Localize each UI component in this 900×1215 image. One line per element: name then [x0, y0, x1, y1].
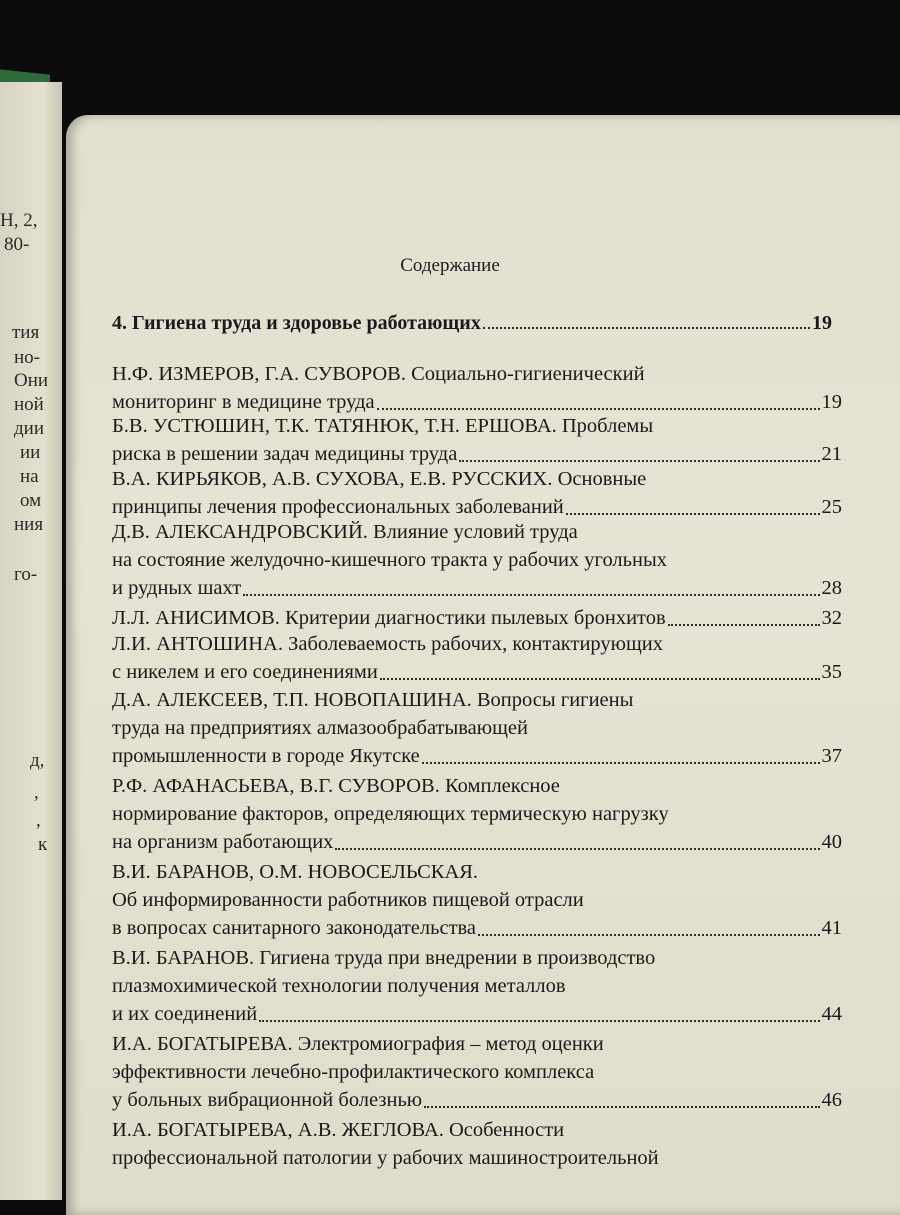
dot-leader	[459, 459, 819, 462]
toc-entry[interactable]	[112, 630, 842, 686]
dot-leader	[380, 677, 820, 680]
toc-entry-line: плазмохимической технологии получения металлов	[112, 975, 566, 997]
toc-entry-line: Л.И. АНТОШИНА. Заболеваемость рабочих, контактирующих	[112, 633, 663, 655]
toc-entry-text: у больных вибрационной болезнью	[112, 1089, 423, 1111]
toc-page-number: 41	[821, 917, 842, 939]
left-fragment: дии	[14, 418, 45, 439]
toc-entry-text: в вопросах санитарного законодательства	[112, 917, 477, 939]
toc-entry-last-line	[112, 574, 842, 602]
section-title: 4. Гигиена труда и здоровье работающих	[112, 312, 481, 334]
dot-leader	[668, 623, 820, 626]
toc-page-number: 46	[821, 1089, 842, 1111]
toc-entry-text: промышленности в городе Якутске	[112, 745, 420, 767]
toc-entry-line: В.А. КИРЬЯКОВ, А.В. СУХОВА, Е.В. РУССКИХ. Основные	[112, 468, 647, 490]
left-fragment: ,	[36, 810, 41, 831]
toc-entry[interactable]	[112, 604, 842, 632]
section-heading	[112, 312, 832, 335]
toc-entry[interactable]	[112, 518, 842, 602]
toc-page-number: 19	[821, 391, 842, 413]
toc-entry[interactable]	[112, 1030, 842, 1114]
toc-entry[interactable]	[112, 858, 842, 942]
toc-entry-line: И.А. БОГАТЫРЕВА, А.В. ЖЕГЛОВА. Особенности	[112, 1119, 565, 1141]
dot-leader	[259, 1019, 819, 1022]
left-fragment: ,	[34, 782, 39, 803]
left-fragment: 80-	[4, 234, 30, 255]
toc-entry-text: Л.Л. АНИСИМОВ. Критерии диагностики пылевых бронхитов	[112, 607, 666, 629]
toc-entry-last-line	[112, 1086, 842, 1114]
toc-entry-line: В.И. БАРАНОВ, О.М. НОВОСЕЛЬСКАЯ.	[112, 861, 479, 883]
toc-page-number: 35	[821, 661, 842, 683]
toc-entry-text: с никелем и его соединениями	[112, 661, 378, 683]
toc-entry-text: риска в решении задач медицины труда	[112, 443, 458, 465]
toc-entry-last-line	[112, 604, 842, 632]
left-fragment: ния	[14, 514, 44, 535]
toc-entry-last-line	[112, 440, 842, 468]
toc-entry-text: мониторинг в медицине труда	[112, 391, 375, 413]
dot-leader	[243, 593, 819, 596]
toc-entry-text: принципы лечения профессиональных заболеваний	[112, 496, 564, 518]
left-fragment: тия	[12, 322, 40, 343]
toc-entry-last-line	[112, 742, 842, 770]
toc-page-number: 21	[821, 443, 842, 465]
toc-entry-line: Д.А. АЛЕКСЕЕВ, Т.П. НОВОПАШИНА. Вопросы гигиены	[112, 689, 634, 711]
toc-page-number: 37	[821, 745, 842, 767]
left-fragment: на	[20, 466, 39, 487]
dot-leader	[566, 512, 820, 515]
dot-leader	[483, 326, 810, 329]
left-fragment: ии	[20, 442, 41, 463]
left-page-edge	[0, 82, 62, 1200]
toc-page-number: 32	[821, 607, 842, 629]
toc-page-number: 25	[821, 496, 842, 518]
dot-leader	[424, 1105, 819, 1108]
toc-entry-last-line	[112, 914, 842, 942]
toc-entry[interactable]	[112, 1116, 842, 1172]
dot-leader	[422, 761, 820, 764]
toc-entry-line: нормирование факторов, определяющих термическую нагрузку	[112, 803, 669, 825]
toc-entry[interactable]	[112, 944, 842, 1028]
left-fragment: д,	[30, 750, 45, 771]
toc-entry-last-line	[112, 493, 842, 521]
toc-entry-line: Об информированности работников пищевой отрасли	[112, 889, 584, 911]
toc-entry-line: И.А. БОГАТЫРЕВА. Электромиография – метод оценки	[112, 1033, 604, 1055]
toc-entry-last-line	[112, 658, 842, 686]
toc-entry-line: В.И. БАРАНОВ. Гигиена труда при внедрении в производство	[112, 947, 656, 969]
toc-page-number: 28	[821, 577, 842, 599]
toc-page-number: 44	[821, 1003, 842, 1025]
dot-leader	[335, 847, 819, 850]
toc-entry-text: на организм работающих	[112, 831, 334, 853]
left-fragment: ной	[14, 394, 44, 415]
toc-entry-text: и рудных шахт	[112, 577, 242, 599]
toc-entry-last-line	[112, 1000, 842, 1028]
toc-entry-line: профессиональной патологии у рабочих машиностроительной	[112, 1147, 659, 1169]
toc-entry-line: Р.Ф. АФАНАСЬЕВА, В.Г. СУВОРОВ. Комплексное	[112, 775, 560, 797]
toc-entry-line: Д.В. АЛЕКСАНДРОВСКИЙ. Влияние условий труда	[112, 521, 578, 543]
toc-entry-line: труда на предприятиях алмазообрабатывающей	[112, 717, 528, 739]
toc-entry[interactable]	[112, 412, 842, 468]
toc-entry[interactable]	[112, 465, 842, 521]
dot-leader	[478, 933, 819, 936]
left-fragment: Они	[14, 370, 49, 391]
left-fragment: но-	[14, 347, 40, 368]
toc-entry-line: Б.В. УСТЮШИН, Т.К. ТАТЯНЮК, Т.Н. ЕРШОВА. Проблемы	[112, 415, 654, 437]
left-fragment: го-	[14, 564, 38, 585]
toc-page-number: 40	[821, 831, 842, 853]
dot-leader	[377, 407, 820, 410]
page-title: Содержание	[400, 255, 500, 276]
toc-entry-text: и их соединений	[112, 1003, 258, 1025]
toc-entry-line: эффективности лечебно-профилактического комплекса	[112, 1061, 595, 1083]
toc-entry-last-line	[112, 828, 842, 856]
section-page-number: 19	[812, 312, 832, 334]
toc-entry[interactable]	[112, 772, 842, 856]
left-fragment: ом	[20, 490, 42, 511]
left-fragment: к	[38, 834, 48, 855]
toc-entry-line: на состояние желудочно-кишечного тракта у рабочих угольных	[112, 549, 668, 571]
left-fragment: Н, 2,	[0, 210, 38, 231]
toc-entry-line: Н.Ф. ИЗМЕРОВ, Г.А. СУВОРОВ. Социально-гигиенический	[112, 363, 645, 385]
toc-entry[interactable]	[112, 360, 842, 416]
toc-entry[interactable]	[112, 686, 842, 770]
